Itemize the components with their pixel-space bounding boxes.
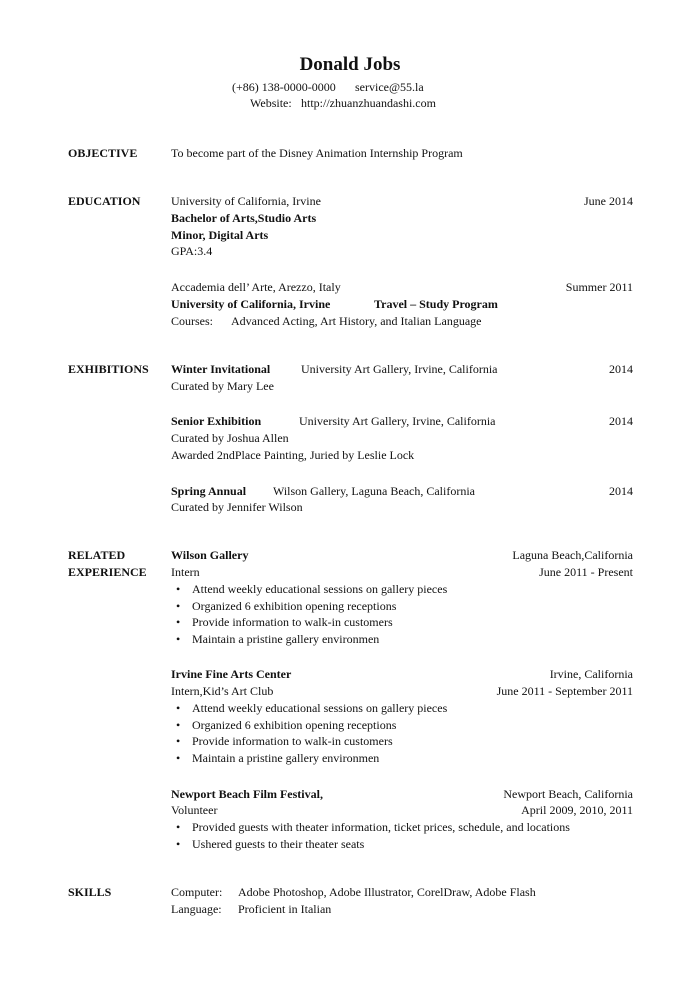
exhibition-location: University Art Gallery, Irvine, California <box>301 362 498 376</box>
bullet-icon: • <box>176 632 181 646</box>
bullet-icon: • <box>176 751 181 765</box>
skills-language-label: Language: <box>171 902 222 916</box>
website-label: Website: <box>250 96 292 110</box>
experience-role: Volunteer <box>171 803 218 817</box>
experience-org: Newport Beach Film Festival, <box>171 787 323 801</box>
exhibition-detail: Curated by Jennifer Wilson <box>171 500 303 514</box>
exhibition-location: University Art Gallery, Irvine, California <box>299 414 496 428</box>
experience-bullet: Maintain a pristine gallery environmen <box>192 632 380 646</box>
exhibition-year: 2014 <box>609 362 633 376</box>
education-org: University of California, Irvine <box>171 297 331 311</box>
experience-bullet: Ushered guests to their theater seats <box>192 837 365 851</box>
bullet-icon: • <box>176 701 181 715</box>
exhibition-year: 2014 <box>609 484 633 498</box>
exhibition-name: Spring Annual <box>171 484 247 498</box>
experience-org: Irvine Fine Arts Center <box>171 667 292 681</box>
experience-role: Intern,Kid’s Art Club <box>171 684 274 698</box>
exhibition-detail: Curated by Joshua Allen <box>171 431 289 445</box>
education-heading: EDUCATION <box>68 194 141 208</box>
bullet-icon: • <box>176 820 181 834</box>
skills-computer-label: Computer: <box>171 885 223 899</box>
bullet-icon: • <box>176 837 181 851</box>
experience-org: Wilson Gallery <box>171 548 249 562</box>
experience-bullet: Provide information to walk-in customers <box>192 615 393 629</box>
courses-list: Advanced Acting, Art History, and Italian Language <box>231 314 482 328</box>
experience-dates: April 2009, 2010, 2011 <box>521 803 633 817</box>
exhibition-detail: Curated by Mary Lee <box>171 379 274 393</box>
experience-location: Laguna Beach,California <box>512 548 633 562</box>
contact-email: service@55.la <box>355 80 424 94</box>
skills-computer: Adobe Photoshop, Adobe Illustrator, CorelDraw, Adobe Flash <box>238 885 536 899</box>
experience-heading: RELATED <box>68 548 126 562</box>
bullet-icon: • <box>176 582 181 596</box>
exhibition-location: Wilson Gallery, Laguna Beach, California <box>273 484 476 498</box>
bullet-icon: • <box>176 599 181 613</box>
website-url: http://zhuanzhuandashi.com <box>301 96 436 110</box>
education-school: University of California, Irvine <box>171 194 321 208</box>
exhibitions-heading: EXHIBITIONS <box>68 362 149 376</box>
education-date: Summer 2011 <box>565 280 633 294</box>
experience-bullet: Attend weekly educational sessions on gallery pieces <box>192 582 448 596</box>
experience-dates: June 2011 - Present <box>539 565 633 579</box>
experience-bullet: Organized 6 exhibition opening receptions <box>192 599 397 613</box>
experience-bullet: Maintain a pristine gallery environmen <box>192 751 380 765</box>
experience-bullet: Organized 6 exhibition opening receptions <box>192 718 397 732</box>
experience-heading: EXPERIENCE <box>68 565 147 579</box>
education-degree: Bachelor of Arts,Studio Arts <box>171 211 317 225</box>
bullet-icon: • <box>176 734 181 748</box>
objective-heading: OBJECTIVE <box>68 146 138 160</box>
contact-phone: (+86) 138-0000-0000 <box>232 80 336 94</box>
education-school: Accademia dell’ Arte, Arezzo, Italy <box>171 280 341 294</box>
bullet-icon: • <box>176 615 181 629</box>
experience-location: Irvine, California <box>549 667 633 681</box>
education-date: June 2014 <box>584 194 633 208</box>
exhibition-year: 2014 <box>609 414 633 428</box>
skills-language: Proficient in Italian <box>238 902 332 916</box>
experience-location: Newport Beach, California <box>503 787 633 801</box>
bullet-icon: • <box>176 718 181 732</box>
exhibition-name: Senior Exhibition <box>171 414 262 428</box>
experience-bullet: Provide information to walk-in customers <box>192 734 393 748</box>
education-program: Travel – Study Program <box>374 297 498 311</box>
experience-bullet: Attend weekly educational sessions on gallery pieces <box>192 701 448 715</box>
skills-heading: SKILLS <box>68 885 112 899</box>
experience-bullet: Provided guests with theater information, ticket prices, schedule, and locations <box>192 820 570 834</box>
candidate-name: Donald Jobs <box>299 54 401 75</box>
exhibition-detail: Awarded 2ndPlace Painting, Juried by Leslie Lock <box>171 448 415 462</box>
experience-dates: June 2011 - September 2011 <box>496 684 633 698</box>
courses-label: Courses: <box>171 314 213 328</box>
objective-text: To become part of the Disney Animation Internship Program <box>171 146 463 160</box>
education-minor: Minor, Digital Arts <box>171 228 269 242</box>
education-gpa: GPA:3.4 <box>171 244 213 258</box>
exhibition-name: Winter Invitational <box>171 362 271 376</box>
experience-role: Intern <box>171 565 200 579</box>
